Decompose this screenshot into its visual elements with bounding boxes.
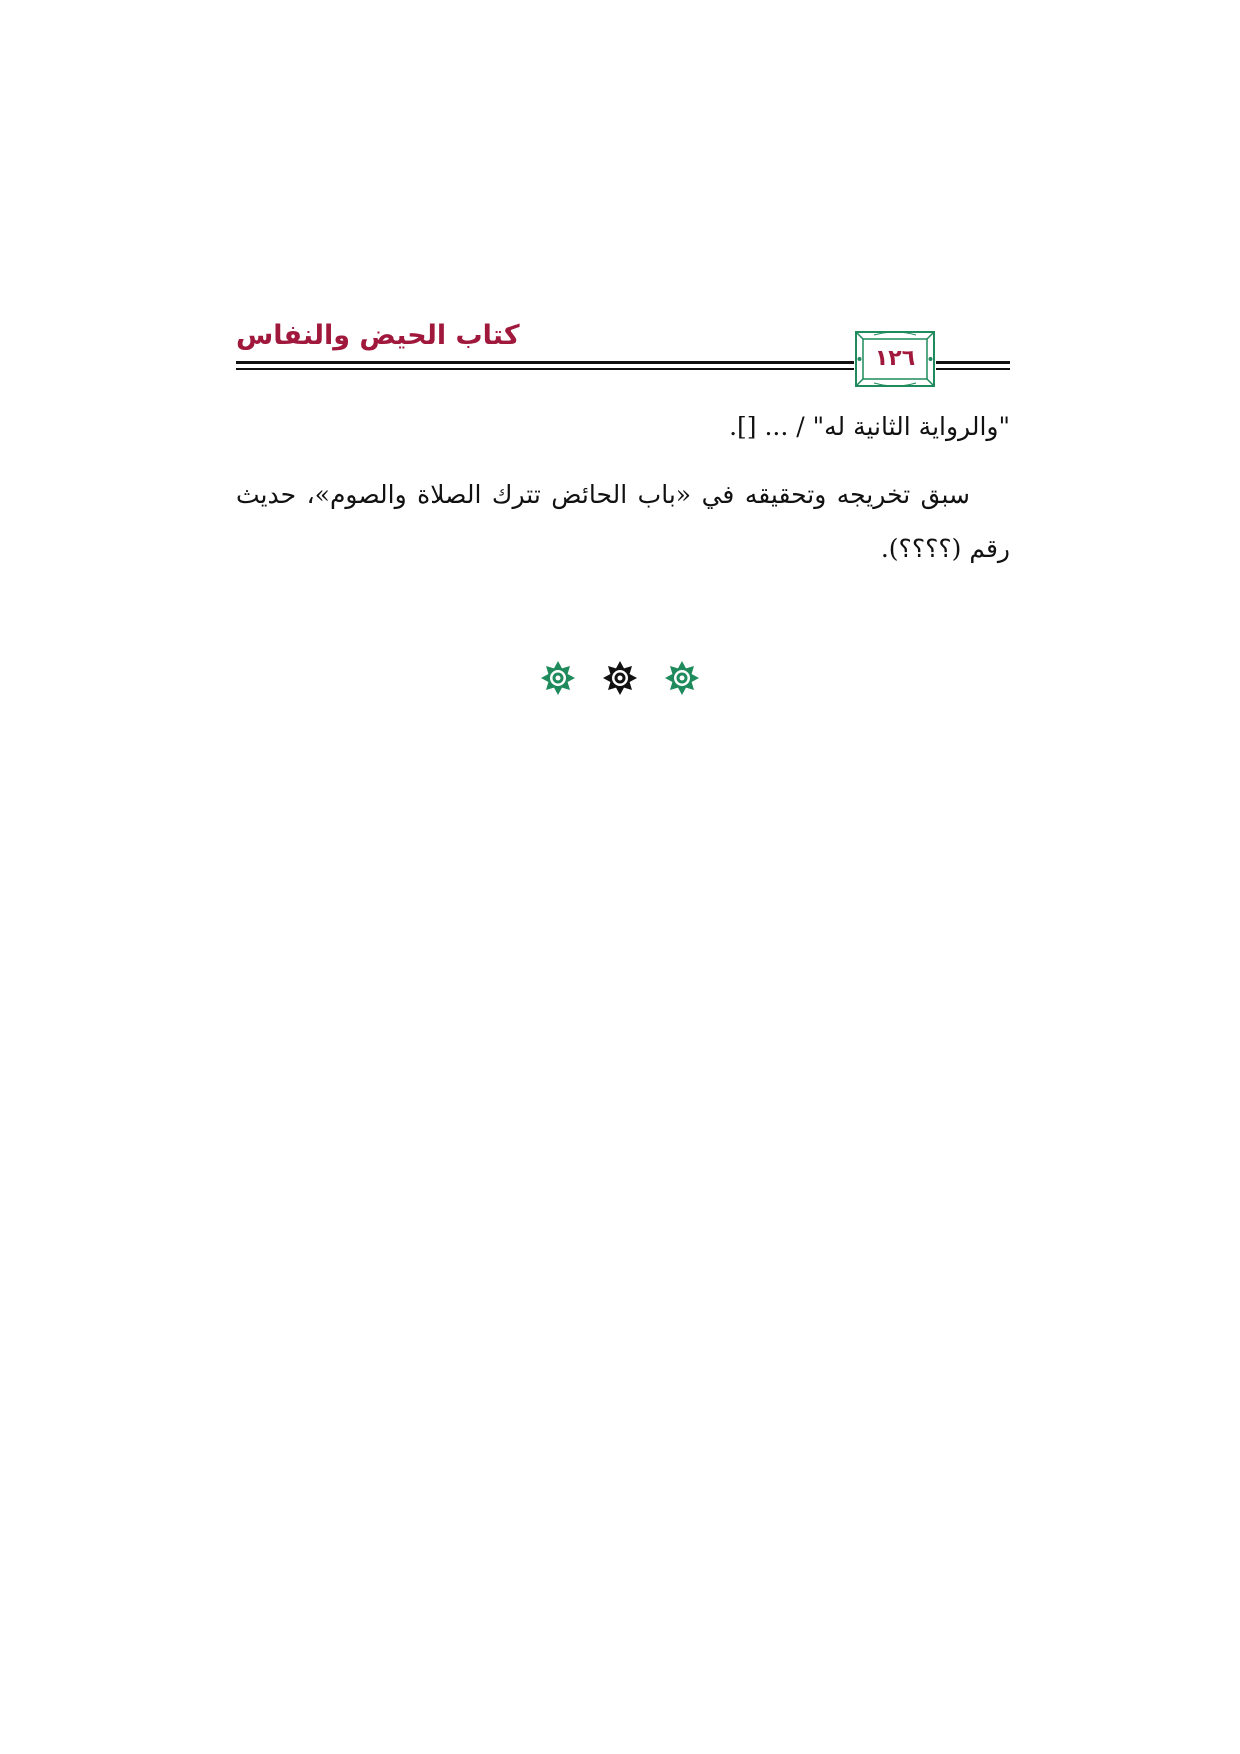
page-number: ١٢٦ bbox=[874, 346, 916, 371]
body-text bbox=[236, 400, 1010, 576]
section-end-ornaments bbox=[540, 658, 700, 698]
star-ornament-black-icon bbox=[602, 660, 638, 696]
page-number-badge bbox=[854, 330, 936, 388]
running-header bbox=[236, 318, 1010, 390]
takhrij-paragraph: سبق تخريجه وتحقيقه في «باب الحائض تترك الصلاة والصوم»، حديث رقم (؟؟؟؟). bbox=[236, 480, 1010, 563]
header-rule-right bbox=[936, 361, 1010, 371]
star-ornament-green-icon bbox=[540, 660, 576, 696]
star-ornament-green-icon bbox=[664, 660, 700, 696]
book-title: كتاب الحيض والنفاس bbox=[236, 320, 520, 351]
narration-line: "والرواية الثانية له" / ... []. bbox=[729, 412, 1010, 441]
header-rule-left bbox=[236, 361, 854, 371]
